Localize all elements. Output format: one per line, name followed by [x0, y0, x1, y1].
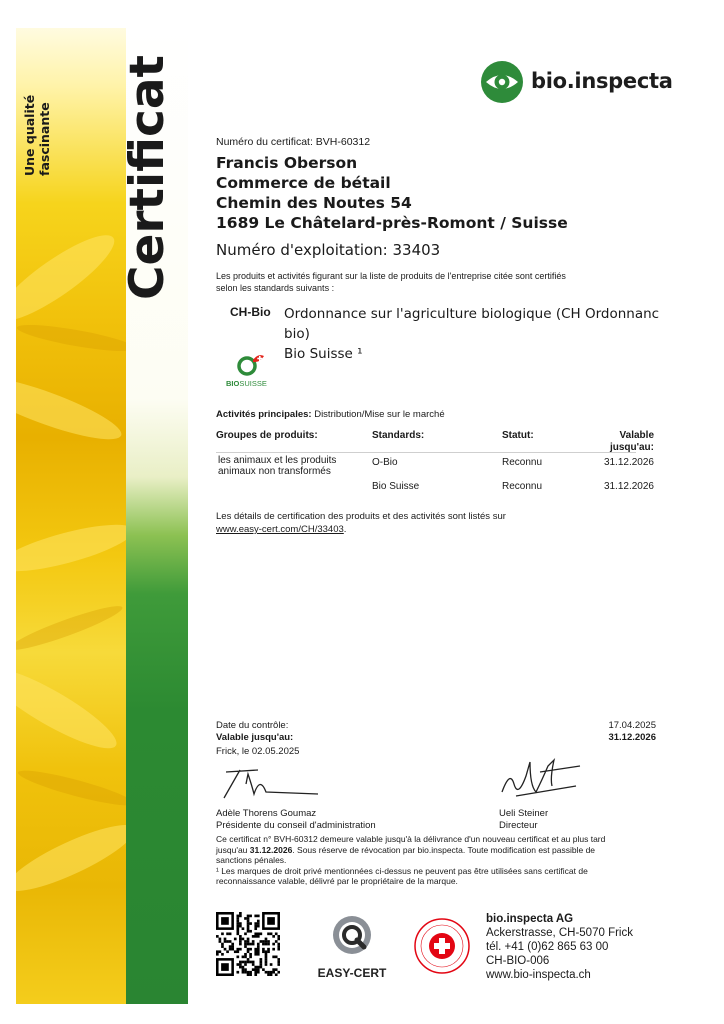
holder-business: Commerce de bétail [216, 174, 391, 192]
bio-suisse-logo-bio: BIO [226, 379, 240, 388]
easy-cert-link[interactable]: www.easy-cert.com/CH/33403 [216, 524, 344, 535]
intro-text [216, 270, 566, 294]
footnote-line2-suffix: . Sous réserve de révocation par bio.inspecta. Toute modification est passible de [292, 844, 596, 855]
footnote-line2-prefix: jusqu'au [216, 844, 250, 855]
company-address [486, 912, 633, 982]
activities [216, 409, 445, 420]
details-text [216, 510, 506, 536]
header-valid-line1: Valable [619, 430, 654, 441]
table-row [216, 455, 656, 477]
brand-name: bio.inspecta [531, 69, 673, 93]
footnote-line1: Ce certificat n° BVH-60312 demeure valable jusqu'à la délivrance d'un nouveau certificat et au plus tard [216, 834, 606, 844]
control-valid-label: Valable jusqu'au: [216, 732, 294, 743]
signature-president [218, 764, 328, 804]
row-standard: O-Bio [372, 457, 398, 468]
signature-director [496, 756, 586, 806]
ch-bio-label: CH-Bio [230, 305, 271, 319]
row-status: Reconnu [502, 481, 543, 492]
company-name: bio.inspecta AG [486, 913, 574, 925]
certificate-word: Certificat [120, 54, 175, 300]
director-role: Directeur [499, 820, 538, 831]
row-group [218, 455, 336, 477]
footnote [216, 834, 666, 887]
easy-cert-label: EASY-CERT [317, 966, 387, 980]
holder-name: Francis Oberson [216, 154, 358, 172]
certificate-number: Numéro du certificat: BVH-60312 [216, 136, 371, 148]
director-name: Ueli Steiner [499, 808, 549, 819]
accreditation-seal [414, 918, 470, 974]
bio-inspecta-eye-icon [480, 60, 524, 104]
signatory-president [216, 808, 376, 832]
header-standards: Standards: [372, 430, 425, 441]
qr-code[interactable] [216, 912, 280, 976]
footnote-line2-date: 31.12.2026 [249, 844, 293, 855]
company-code: CH-BIO-006 [486, 955, 550, 967]
signatory-director [499, 808, 548, 832]
row-status: Reconnu [502, 457, 543, 468]
table-row [216, 480, 656, 496]
control-valid-value: 31.12.2026 [608, 732, 656, 743]
ch-bio-text-line2: bio) [284, 326, 310, 342]
ch-bio-standard [284, 304, 659, 344]
tagline [22, 36, 82, 176]
holder-block [216, 153, 696, 233]
company-web[interactable]: www.bio-inspecta.ch [486, 969, 591, 981]
bio-suisse-standard: Bio Suisse ¹ [284, 346, 363, 362]
bio-suisse-logo-suisse: SUISSE [239, 379, 267, 388]
bud-icon [226, 351, 274, 379]
president-role: Présidente du conseil d'administration [216, 820, 376, 831]
magnifier-icon [330, 914, 374, 960]
header-groups: Groupes de produits: [216, 430, 318, 441]
header-status: Statut: [502, 430, 534, 441]
row-valid: 31.12.2026 [603, 481, 654, 492]
holder-city: 1689 Le Châtelard-près-Romont / Suisse [216, 214, 568, 232]
company-street: Ackerstrasse, CH-5070 Frick [486, 927, 633, 939]
table-divider [216, 452, 636, 453]
row-standard: Bio Suisse [372, 481, 420, 492]
place-date: Frick, le 02.05.2025 [216, 746, 300, 757]
holder-street: Chemin des Noutes 54 [216, 194, 412, 212]
bio-suisse-logo [226, 351, 274, 391]
activities-label: Activités principales: [216, 409, 312, 420]
brand-logo [480, 60, 673, 109]
details-line1: Les détails de certification des produits et des activités sont listés sur [216, 511, 506, 522]
president-name: Adèle Thorens Goumaz [216, 808, 317, 819]
tagline-line1: Une qualité [22, 94, 37, 176]
ch-bio-text-line1: Ordonnance sur l'agriculture biologique (CH Ordonnanc [284, 306, 660, 322]
header-valid [610, 430, 654, 454]
intro-line2: selon les standards suivants : [216, 283, 335, 293]
row-group-line1: les animaux et les produits [218, 455, 337, 466]
row-group-line2: animaux non transformés [218, 466, 331, 477]
company-phone: tél. +41 (0)62 865 63 00 [486, 941, 609, 953]
details-link-suffix: . [343, 524, 347, 535]
intro-line1: Les produits et activités figurant sur la liste de produits de l'entreprise citée sont certifiés [216, 271, 566, 281]
control-date-value: 17.04.2025 [608, 720, 656, 731]
control-values [608, 720, 656, 744]
header-valid-line2: jusqu'au: [609, 442, 654, 453]
operation-number: Numéro d'exploitation: 33403 [216, 241, 441, 259]
footnote-line3: sanctions pénales. [216, 855, 287, 865]
tagline-line2: fascinante [37, 102, 52, 176]
activities-value: Distribution/Mise sur le marché [314, 409, 445, 420]
footnote-line5: reconnaissance valable, délivré par le propriétaire de la marque. [216, 876, 458, 886]
control-labels [216, 720, 293, 744]
control-date-label: Date du contrôle: [216, 720, 289, 731]
row-valid: 31.12.2026 [603, 457, 654, 468]
easy-cert-logo [312, 914, 392, 984]
swiss-cross-icon [414, 918, 470, 974]
products-table [216, 430, 656, 500]
footnote-line4: ¹ Les marques de droit privé mentionnées ci-dessus ne peuvent pas être utilisées sans certificat de [216, 865, 588, 876]
